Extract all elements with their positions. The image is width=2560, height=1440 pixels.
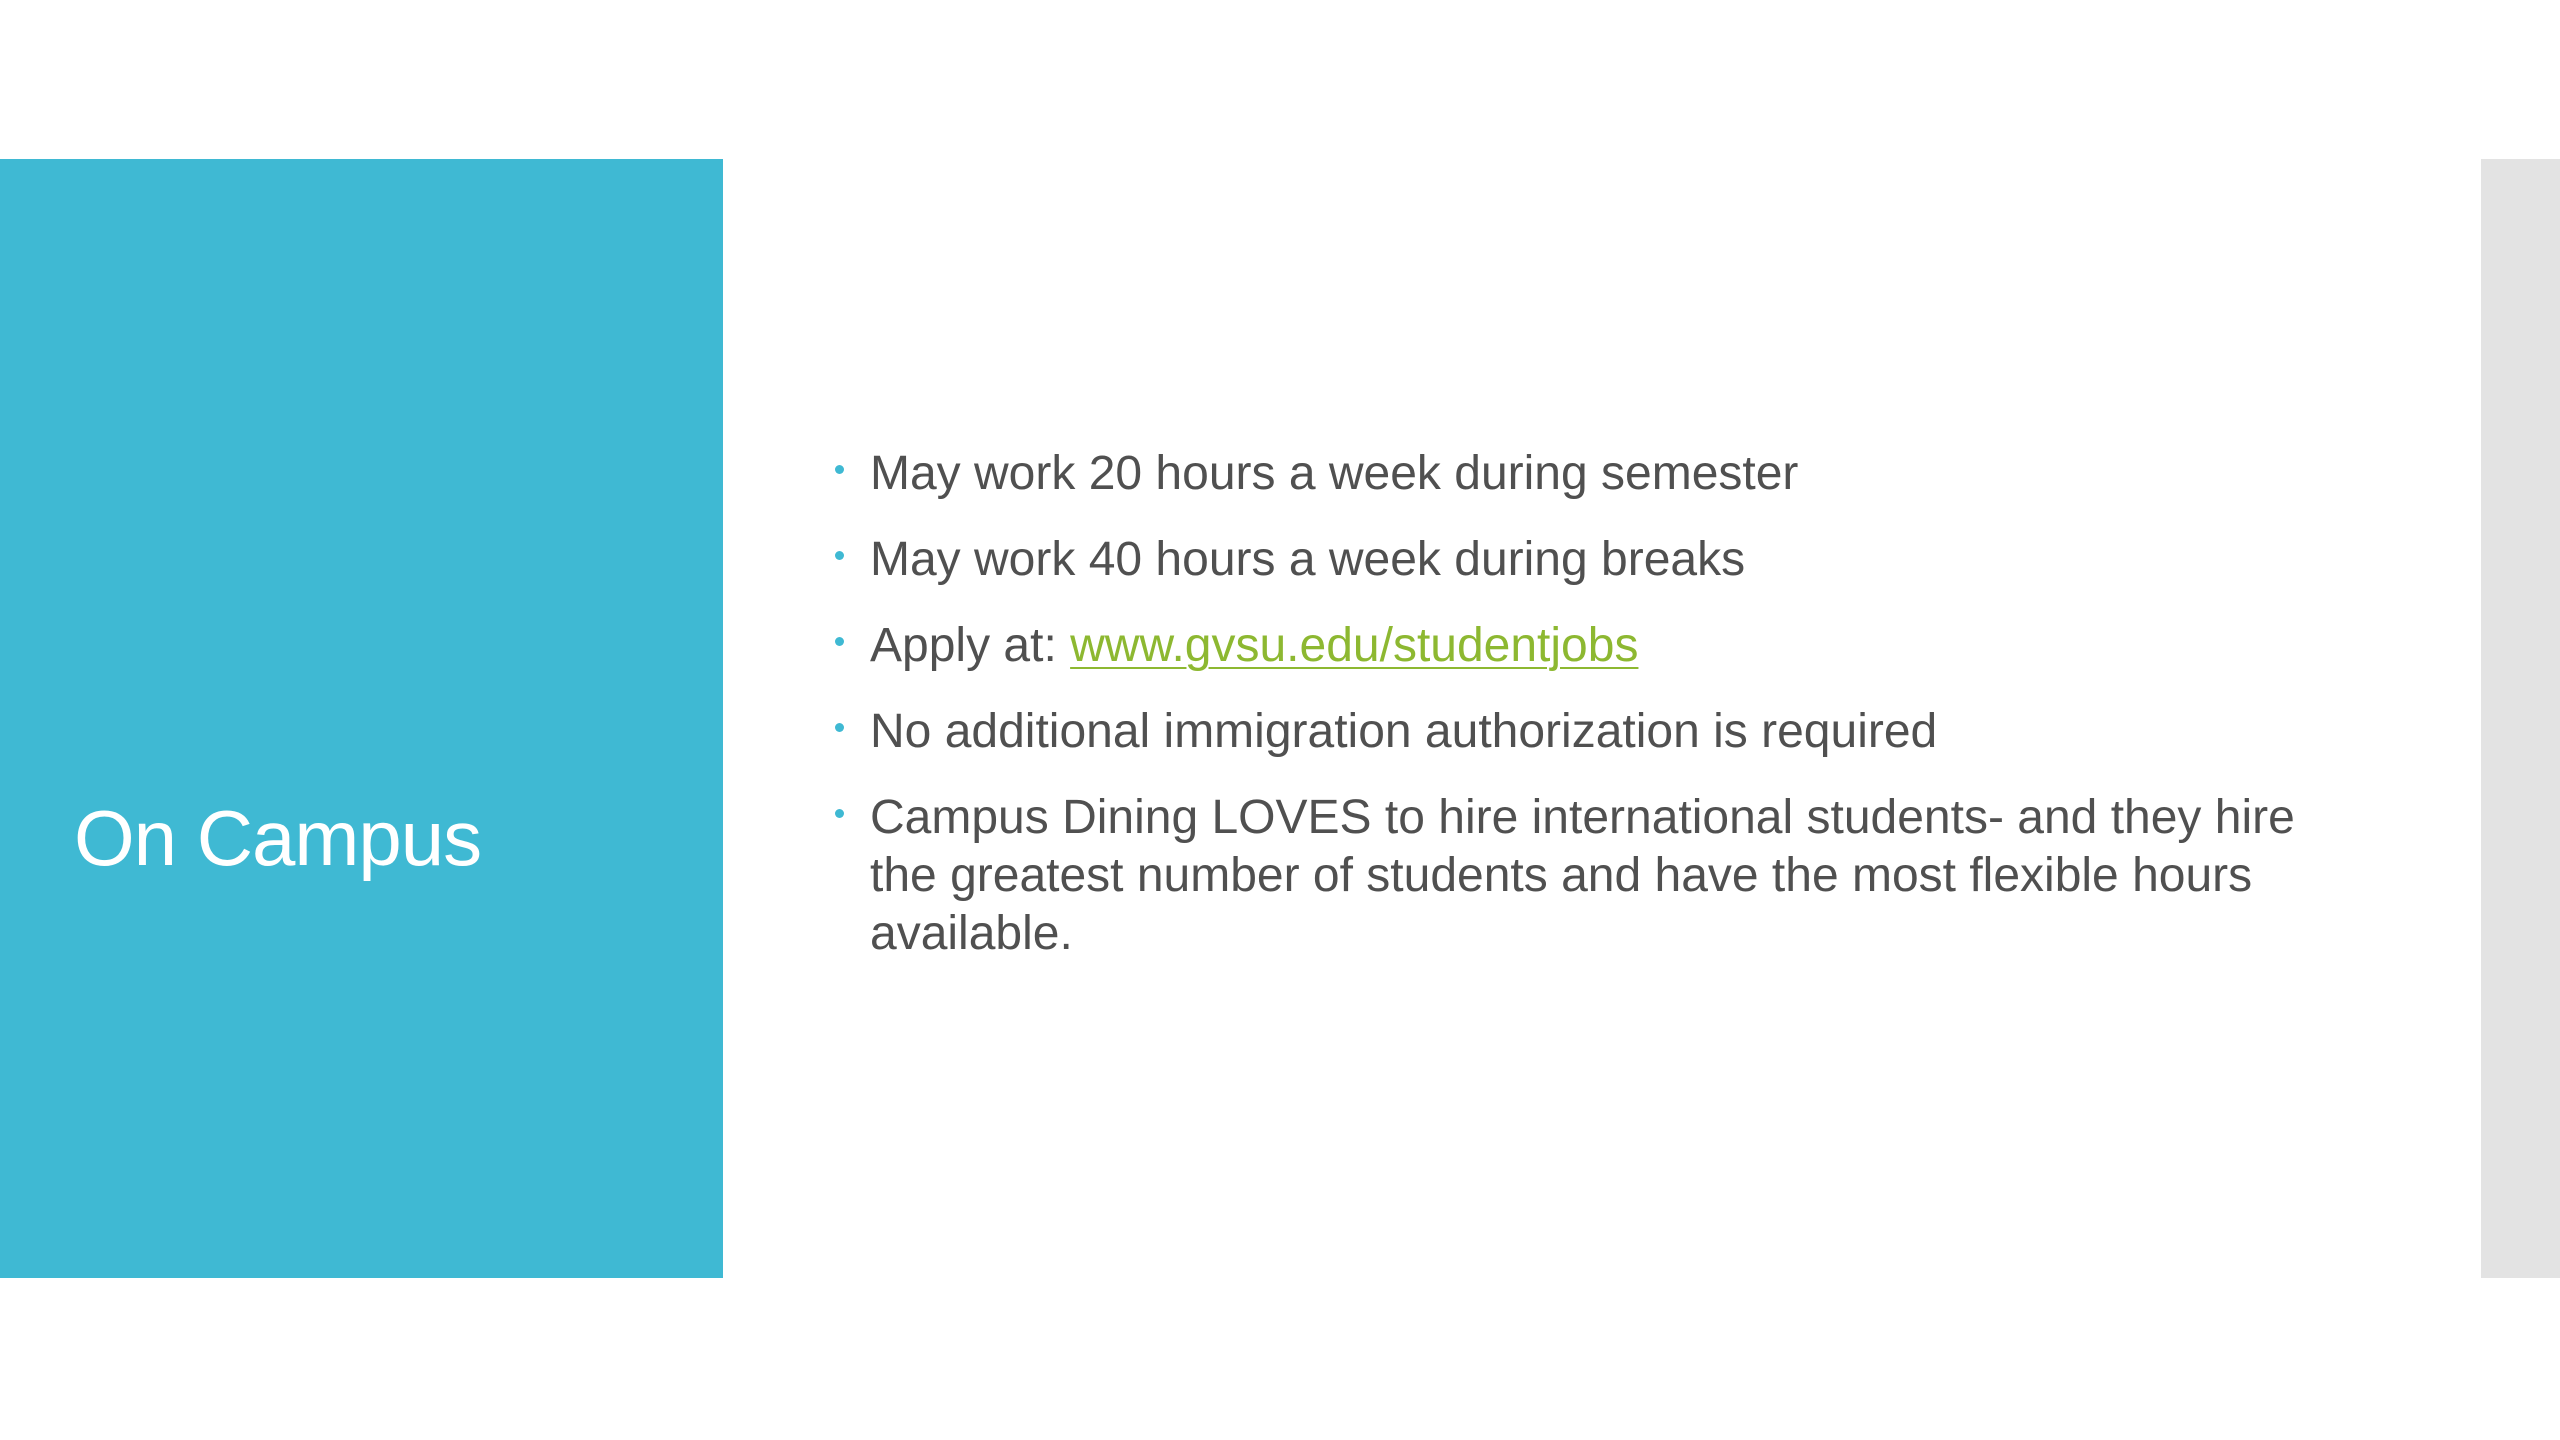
bullet-text: No additional immigration authorization is required (870, 705, 1938, 758)
bullet-item (830, 531, 2310, 589)
bullet-dot-icon (835, 637, 844, 646)
title-panel (0, 159, 723, 1278)
bullet-dot-icon (835, 551, 844, 560)
student-jobs-link[interactable]: www.gvsu.edu/studentjobs (1070, 619, 1639, 672)
slide-title: On Campus (74, 794, 482, 882)
bullet-text: Apply at: (870, 619, 1071, 672)
bullet-dot-icon (835, 465, 844, 474)
bullet-item (830, 445, 2310, 503)
content-area (830, 445, 2310, 991)
bullet-item (830, 703, 2310, 761)
bullet-text: Campus Dining LOVES to hire international students- and they hire the greatest number of students and have the most flexible hours available. (870, 791, 2295, 960)
bullet-dot-icon (835, 809, 844, 818)
bullet-text: May work 40 hours a week during breaks (870, 533, 1746, 586)
bullet-item (830, 617, 2310, 675)
right-accent-strip (2481, 159, 2560, 1278)
bullet-list (830, 445, 2310, 963)
bullet-text: May work 20 hours a week during semester (870, 447, 1799, 500)
bullet-item (830, 789, 2310, 963)
bullet-dot-icon (835, 723, 844, 732)
